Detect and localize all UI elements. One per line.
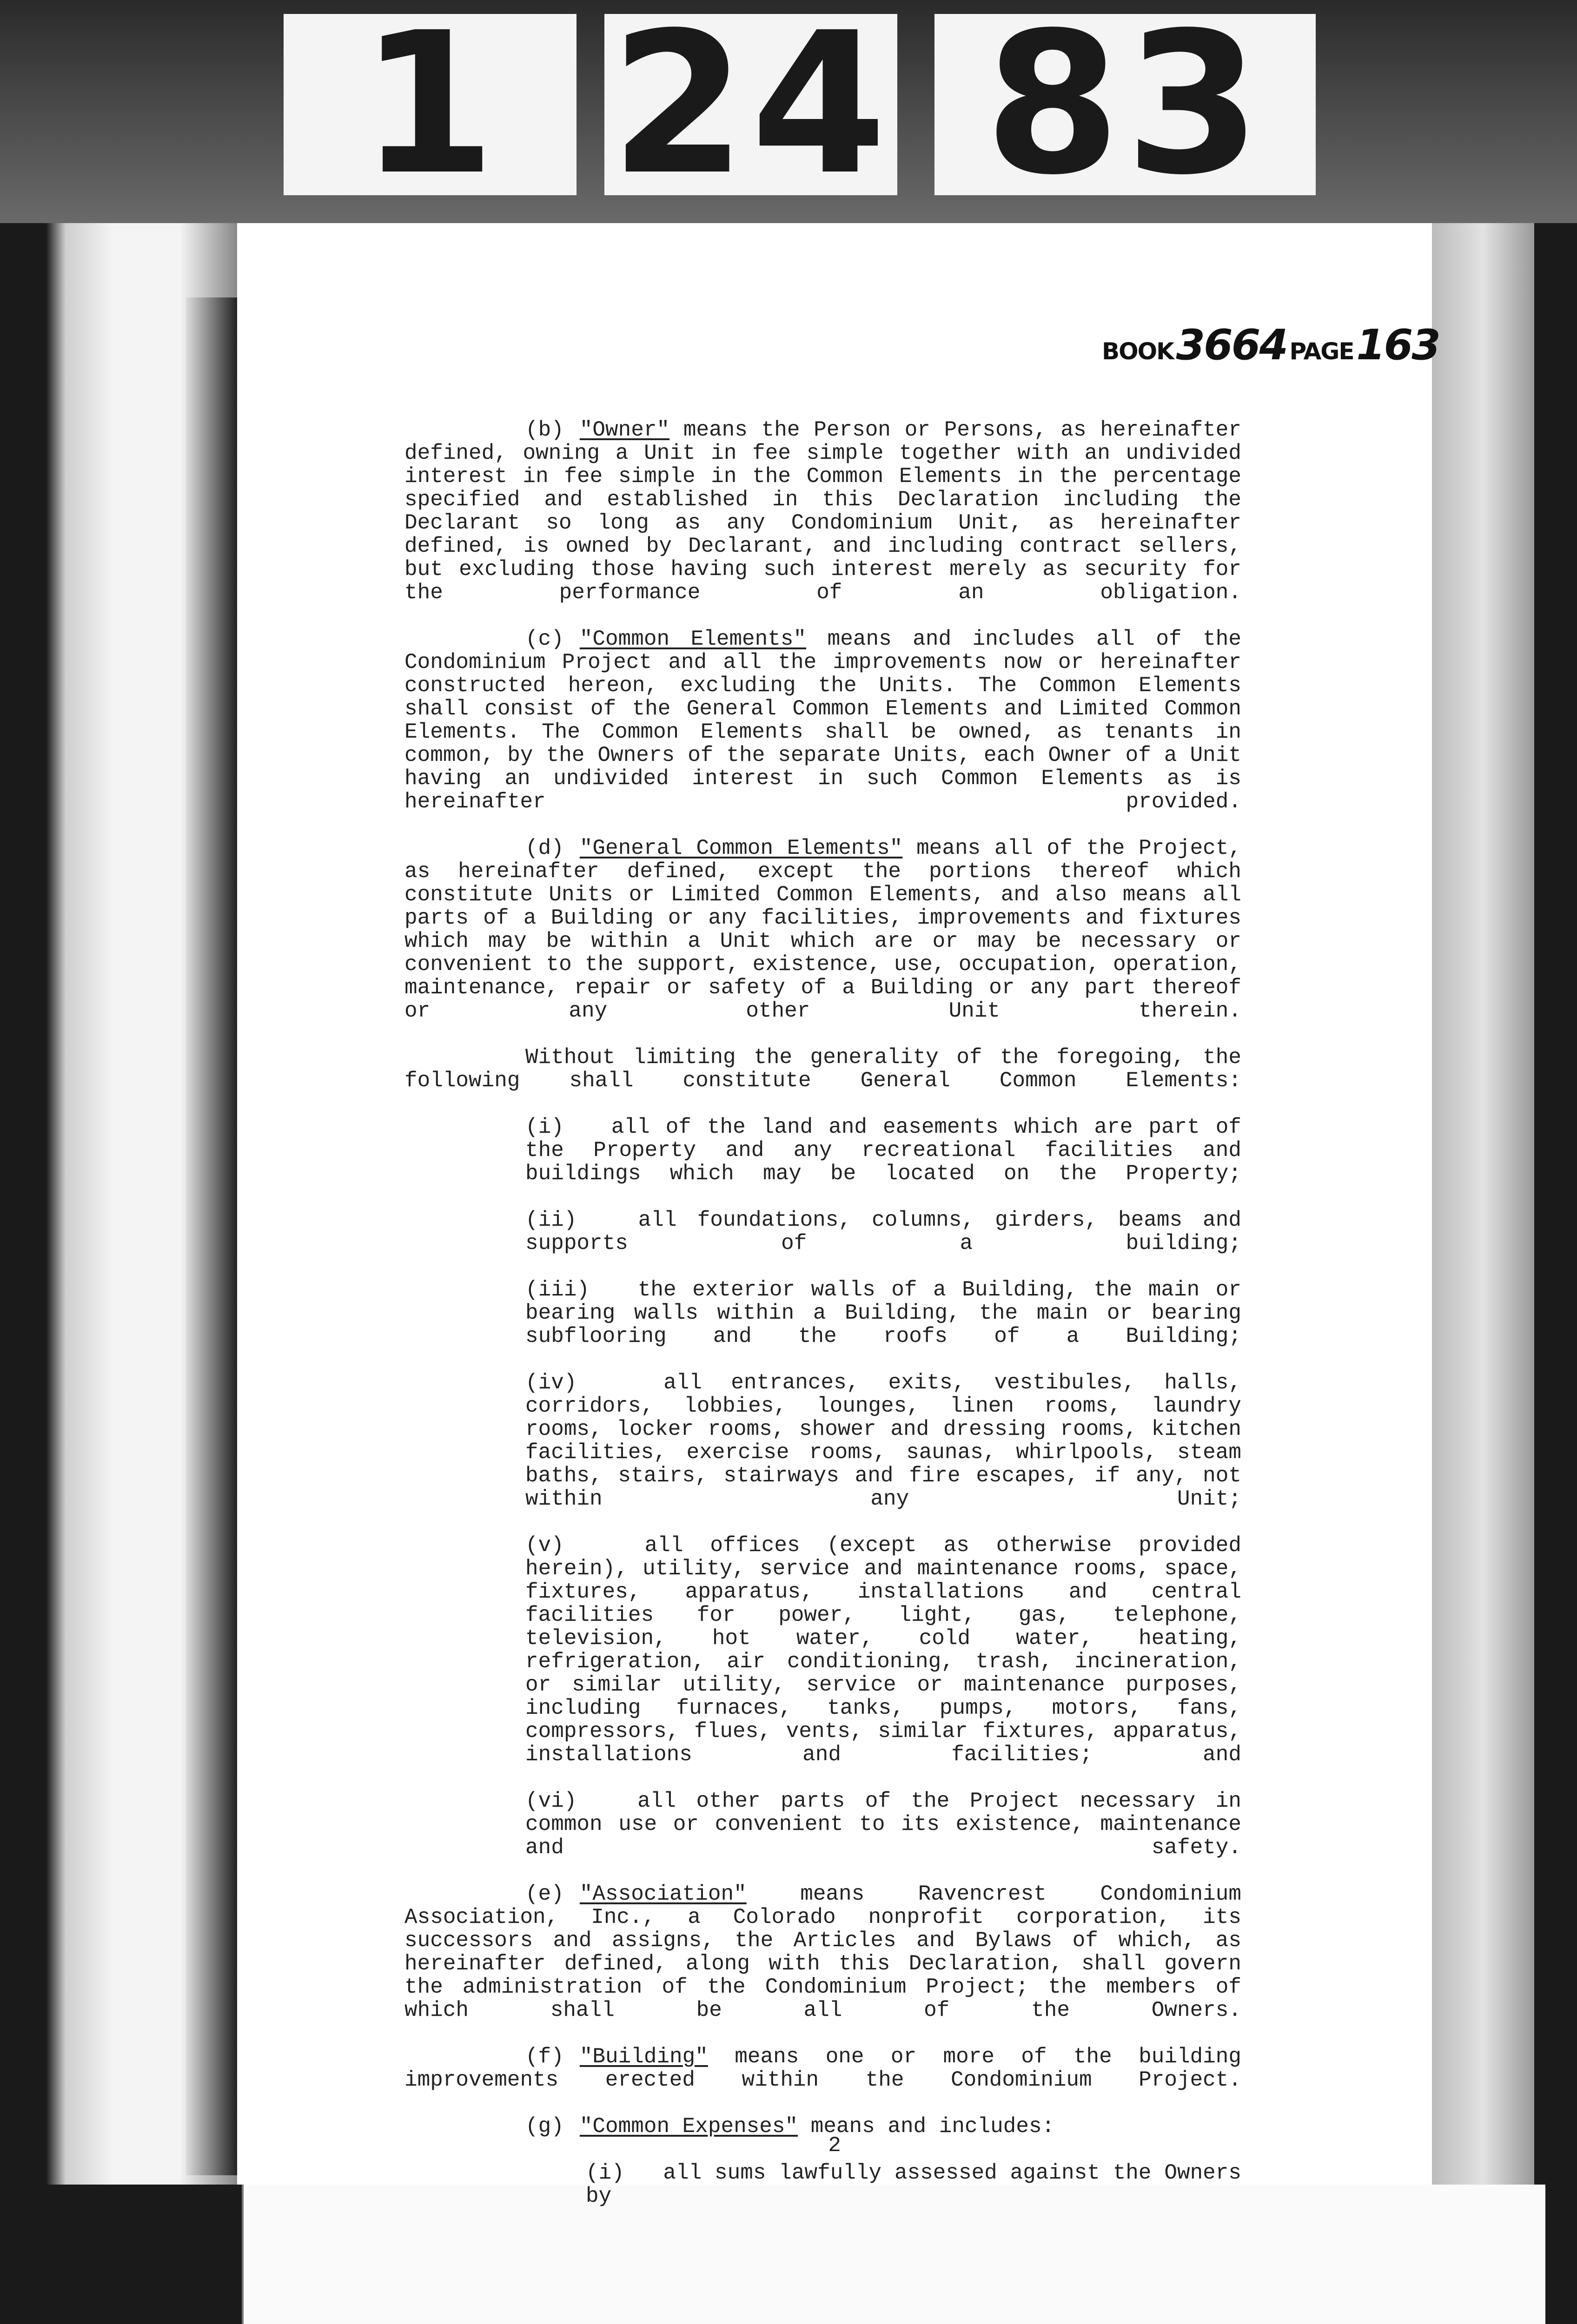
- paragraph-label: (e): [525, 1882, 564, 1906]
- item-label: (i): [525, 1115, 564, 1139]
- book-label: BOOK: [1102, 338, 1173, 365]
- paragraph-label: (b): [525, 418, 564, 442]
- paragraph-f: [404, 2045, 1241, 2092]
- list-item-ii: [525, 1208, 1241, 1255]
- item-label: (iii): [525, 1278, 590, 1302]
- reel-number-part-3: 83: [934, 14, 1316, 195]
- defined-term: "Common Expenses": [579, 2114, 798, 2139]
- item-text: the exterior walls of a Building, the main or bearing walls within a Building, the main or bearing subflooring and the roofs of a Building;: [525, 1278, 1241, 1348]
- item-text: all foundations, columns, girders, beams and supports of a building;: [525, 1208, 1241, 1255]
- list-item-iii: [525, 1278, 1241, 1348]
- paragraph-label: (c): [525, 627, 564, 651]
- recording-stamp: [1102, 321, 1439, 370]
- item-label: (ii): [525, 1208, 577, 1232]
- list-item-vi: [525, 1789, 1241, 1859]
- paragraph-text: means Ravencrest Condominium Association, Inc., a Colorado nonprofit corporation, its successors and assigns, the Articles and Bylaws of which, as hereinafter defined, along with this Declaration, shall govern the administration of the Condominium Project; the members of which shall be all of the Owners.: [404, 1882, 1241, 2022]
- item-text: all of the land and easements which are part of the Property and any recreational facilities and buildings which may be located on the Property;: [525, 1115, 1241, 1186]
- recorded-page-number: 163: [1356, 321, 1439, 370]
- list-item-i: [525, 1116, 1241, 1185]
- paragraph-text: means the Person or Persons, as hereinafter defined, owning a Unit in fee simple together with an undivided interest in fee simple in the Common Elements in the percentage specified and established in this Declaration including the Declarant so long as any Condominium Unit, as hereinafter defined, is owned by Declarant, and including contract sellers, but excluding those having such interest merely as security for the performance of an obligation.: [404, 418, 1241, 605]
- paragraph-c: [404, 627, 1241, 813]
- item-label: (v): [525, 1533, 564, 1558]
- reel-number-part-1: 1: [284, 14, 576, 195]
- item-label: (i): [586, 2161, 624, 2185]
- paragraph-text: means and includes:: [810, 2114, 1055, 2139]
- list-item-iv: [525, 1371, 1241, 1511]
- item-text: all offices (except as otherwise provided herein), utility, service and maintenance rooms, space, fixtures, apparatus, installations and central facilities for power, light, gas, telephone, television, hot water, cold water, heating, refrigeration, air conditioning, trash, incineration, or similar utility, service or maintenance purposes, including furnaces, tanks, pumps, motors, fans, compressors, flues, vents, similar fixtures, apparatus, installations and facilities; and: [525, 1533, 1241, 1767]
- paragraph-b: [404, 418, 1241, 604]
- reel-number-part-2: 24: [604, 14, 897, 195]
- book-number: 3664: [1176, 321, 1287, 370]
- paragraph-label: (f): [525, 2045, 564, 2069]
- defined-term: "Owner": [579, 418, 670, 442]
- paragraph-label: (d): [525, 836, 564, 860]
- item-label: (vi): [525, 1789, 577, 1813]
- paragraph-text: means and includes all of the Condominium Project and all the improvements now or hereinafter constructed hereon, excluding the Units. The Common Elements shall consist of the General Common Elements and Limited Common Elements. The Common Elements shall be owned, as tenants in common, by the Owners of the separate Units, each Owner of a Unit having an undivided interest in such Common Elements as is hereinafter provided.: [404, 627, 1242, 814]
- defined-term: "General Common Elements": [579, 836, 903, 860]
- item-text: all entrances, exits, vestibules, halls, corridors, lobbies, lounges, linen rooms, laundry rooms, locker rooms, shower and dressing rooms, kitchen facilities, exercise rooms, saunas, whirlpools, steam baths, stairs, stairways and fire escapes, if any, not within any Unit;: [525, 1371, 1241, 1511]
- defined-term: "Building": [579, 2045, 708, 2069]
- defined-term: "Common Elements": [579, 627, 807, 651]
- page-label: PAGE: [1289, 338, 1354, 365]
- paragraph-e: [404, 1882, 1241, 2022]
- item-label: (iv): [525, 1371, 577, 1395]
- defined-term: "Association": [579, 1882, 747, 1906]
- item-text: all other parts of the Project necessary in common use or convenient to its existence, maintenance and safety.: [525, 1789, 1241, 1860]
- item-text: all sums lawfully assessed against the Owners by: [586, 2161, 1241, 2208]
- declaration-text: [404, 418, 1241, 2231]
- paragraph-intro: [404, 1046, 1241, 1092]
- left-scan-shadow: [186, 297, 237, 2175]
- list-item-v: [525, 1534, 1241, 1766]
- paragraph-d: [404, 837, 1241, 1023]
- sub-item-g-i: [586, 2161, 1241, 2208]
- document-page: [237, 223, 1439, 2208]
- paragraph-text: means one or more of the building improvements erected within the Condominium Project.: [404, 2045, 1241, 2092]
- paragraph-label: (g): [525, 2114, 564, 2139]
- page-number: 2: [828, 2133, 841, 2158]
- paragraph-text: Without limiting the generality of the foregoing, the following shall constitute General Common Elements:: [404, 1045, 1241, 1093]
- right-scan-margin: [1432, 223, 1534, 2185]
- paragraph-text: means all of the Project, as hereinafter defined, except the portions thereof which constitute Units or Limited Common Elements, and also means all parts of a Building or any facilities, improvements and fixtures which may be within a Unit which are or may be necessary or convenient to the support, existence, use, occupation, operation, maintenance, repair or safety of a Building or any part thereof or any other Unit therein.: [404, 836, 1241, 1023]
